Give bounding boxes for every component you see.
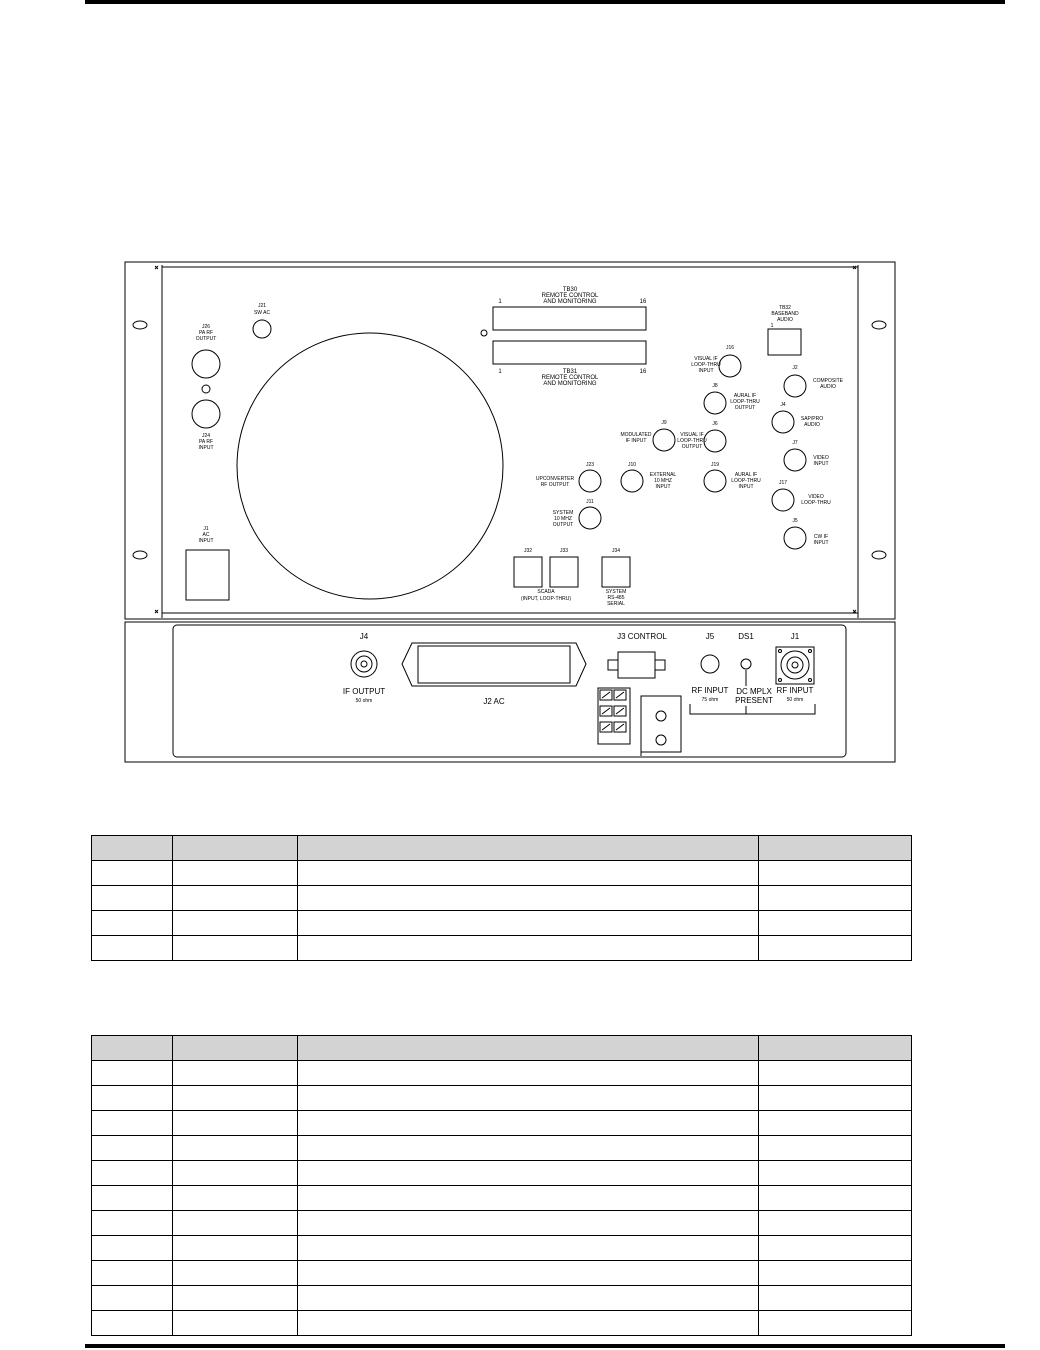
table-row <box>92 886 912 911</box>
j2-line2: AUDIO <box>820 384 836 390</box>
j24-name: J24 <box>201 433 211 439</box>
j4-line2: AUDIO <box>804 422 820 428</box>
tb32-line1: BASEBAND <box>771 311 799 317</box>
table-row <box>92 1186 912 1211</box>
fan-opening <box>237 333 503 599</box>
j4-name: J4 <box>780 402 786 408</box>
j7-line1: VIDEO <box>813 455 829 461</box>
j23-connector <box>579 470 601 492</box>
j5-line2: INPUT <box>813 540 829 546</box>
j17-connector <box>772 489 794 511</box>
rack-slot <box>872 551 886 559</box>
j11-name: J11 <box>586 499 594 505</box>
j26-name: J26 <box>201 324 211 330</box>
table-row <box>92 1086 912 1111</box>
j3-control-connector <box>618 652 655 678</box>
j10-name: J10 <box>627 462 637 468</box>
j16-line1: VISUAL IF <box>694 356 718 362</box>
tb30-line2: AND MONITORING <box>543 299 597 305</box>
j26-line2: OUTPUT <box>195 336 217 342</box>
j4-connector <box>772 411 794 433</box>
j8-line2: LOOP-THRU <box>730 399 760 405</box>
j33-name: J33 <box>559 548 569 554</box>
j21-name: J21 <box>257 303 267 309</box>
j32-name: J32 <box>523 548 533 554</box>
j34-line3: SERIAL <box>607 601 625 607</box>
rf-input-bracket <box>690 704 815 714</box>
j4-line1: SAP/PRO <box>800 416 824 422</box>
tb31-pin-first: 1 <box>498 369 502 375</box>
table-row <box>92 1261 912 1286</box>
j6-name: J6 <box>712 421 718 427</box>
rack-slot <box>872 321 886 329</box>
j1-ac-input <box>186 550 229 600</box>
j6-connector <box>704 430 726 452</box>
table-header-row <box>92 1036 912 1061</box>
j11-line3: OUTPUT <box>552 522 574 528</box>
j6-line3: OUTPUT <box>681 444 703 450</box>
table-header-row <box>92 836 912 861</box>
tb30-pin-first: 1 <box>498 299 502 305</box>
table-row <box>92 1136 912 1161</box>
j10-connector <box>621 470 643 492</box>
lower-j2-name: J2 AC <box>483 697 505 706</box>
j9-name: J9 <box>661 420 667 426</box>
j5-connector <box>784 527 806 549</box>
j6-line1: VISUAL IF <box>680 432 704 438</box>
ground-bracket <box>641 696 681 756</box>
j10-line2: 10 MHZ <box>654 478 672 484</box>
tb31-line1: REMOTE CONTROL <box>541 375 599 381</box>
j7-line2: INPUT <box>813 461 829 467</box>
indicator-hole <box>481 330 487 336</box>
tb30-name: TB30 <box>562 287 578 293</box>
j19-line2: LOOP-THRU <box>731 478 761 484</box>
j19-connector <box>704 470 726 492</box>
j10-line3: INPUT <box>655 484 671 490</box>
tb31-line2: AND MONITORING <box>543 381 597 387</box>
j8-name: J8 <box>712 383 718 389</box>
table-row <box>92 1311 912 1336</box>
ds1-led <box>741 659 751 669</box>
tb30-pin-last: 16 <box>639 299 647 305</box>
j9-connector <box>653 429 675 451</box>
j24-line2: INPUT <box>198 445 214 451</box>
j16-line3: INPUT <box>698 368 714 374</box>
connector-table-2 <box>91 1035 912 1336</box>
lower-ds1-name: DS1 <box>738 632 754 641</box>
bottom-rule <box>85 1344 1005 1348</box>
j23-name: J23 <box>585 462 595 468</box>
tb31-pin-last: 16 <box>639 369 647 375</box>
j1-line1: AC <box>202 532 210 538</box>
j8-connector <box>704 392 726 414</box>
tb30-line1: REMOTE CONTROL <box>541 293 599 299</box>
j5-line1: CW IF <box>813 534 829 540</box>
connector-table-1 <box>91 835 912 961</box>
j17-line1: VIDEO <box>808 494 824 500</box>
lower-j5-line1: RF INPUT <box>691 686 729 695</box>
tb32-line2: AUDIO <box>777 317 793 323</box>
j10-line1: EXTERNAL <box>649 472 677 478</box>
lower-j3-name: J3 CONTROL <box>617 632 667 641</box>
tb31-name: TB31 <box>562 369 578 375</box>
lower-ds1-line2: PRESENT <box>735 696 773 705</box>
table-row <box>92 936 912 961</box>
lower-j4-name: J4 <box>359 632 369 641</box>
j21-label: SW AC <box>253 310 271 316</box>
j8-line3: OUTPUT <box>734 405 756 411</box>
j23-line1: UPCONVERTER <box>535 476 575 482</box>
j21-connector <box>253 320 271 338</box>
j11-connector <box>579 507 601 529</box>
j8-line1: AURAL IF <box>733 393 757 399</box>
table-row <box>92 1111 912 1136</box>
j23-line2: RF OUTPUT <box>540 482 570 488</box>
lower-j5-name: J5 <box>705 632 715 641</box>
j11-line1: SYSTEM <box>552 510 574 516</box>
table-row <box>92 1286 912 1311</box>
scada-line1: SCADA <box>537 589 555 595</box>
j1-n-connector <box>776 647 814 684</box>
lower-j4-line1: IF OUTPUT <box>342 687 386 696</box>
table-row <box>92 861 912 886</box>
j34-name: J34 <box>611 548 621 554</box>
j9-line1: MODULATED <box>620 432 652 438</box>
j5-rf-connector <box>701 655 719 673</box>
j1-name: J1 <box>203 526 209 532</box>
lower-j4-line2: 50 ohm <box>355 698 373 704</box>
lower-j5-line2: 75 ohm <box>701 697 719 703</box>
lower-j1-name: J1 <box>790 632 800 641</box>
terminal-strip <box>598 688 630 744</box>
j24-connector <box>192 400 220 428</box>
tb32-name: TB32 <box>779 305 791 311</box>
j7-connector <box>784 449 806 471</box>
table-row <box>92 1061 912 1086</box>
j2-line1: COMPOSITE <box>812 378 844 384</box>
j2-connector <box>784 375 806 397</box>
j33-jack <box>550 557 578 587</box>
j19-line3: INPUT <box>738 484 754 490</box>
j4-bnc-connector <box>351 651 377 677</box>
j24-line1: PA RF <box>198 439 214 445</box>
j5-name: J5 <box>792 518 798 524</box>
j11-line2: 10 MHZ <box>554 516 572 522</box>
lower-ds1-line1: DC MPLX <box>736 687 772 696</box>
j16-line2: LOOP-THRU <box>691 362 721 368</box>
j32-jack <box>514 557 542 587</box>
rack-slot <box>133 551 147 559</box>
j7-name: J7 <box>792 440 798 446</box>
j2-ac-connector <box>402 643 586 686</box>
j2-name: J2 <box>792 365 798 371</box>
j6-line2: LOOP-THRU <box>677 438 707 444</box>
lower-j1-line2: 50 ohm <box>786 697 804 703</box>
j26-line1: PA RF <box>198 330 214 336</box>
j19-line1: AURAL IF <box>734 472 758 478</box>
tb32-terminal-block <box>768 329 801 355</box>
tb31-terminal-block <box>493 341 646 364</box>
j16-name: J16 <box>725 345 735 351</box>
j1-line2: INPUT <box>198 538 214 544</box>
j9-line2: IF INPUT <box>625 438 647 444</box>
j26-connector <box>192 350 220 378</box>
scada-line2: (INPUT, LOOP-THRU) <box>521 596 571 602</box>
j34-line1: SYSTEM <box>605 589 627 595</box>
table-row <box>92 911 912 936</box>
lower-j1-line1: RF INPUT <box>776 686 814 695</box>
rack-slot <box>133 321 147 329</box>
table-row <box>92 1211 912 1236</box>
j19-name: J19 <box>710 462 720 468</box>
j17-line2: LOOP-THRU <box>801 500 831 506</box>
j34-jack <box>602 557 630 587</box>
indicator-hole <box>202 385 210 393</box>
j34-line2: RS-485 <box>607 595 625 601</box>
j17-name: J17 <box>778 480 788 486</box>
table-row <box>92 1236 912 1261</box>
table-row <box>92 1161 912 1186</box>
tb32-pin: 1 <box>770 323 774 329</box>
tb30-terminal-block <box>493 307 646 330</box>
j16-connector <box>719 355 741 377</box>
